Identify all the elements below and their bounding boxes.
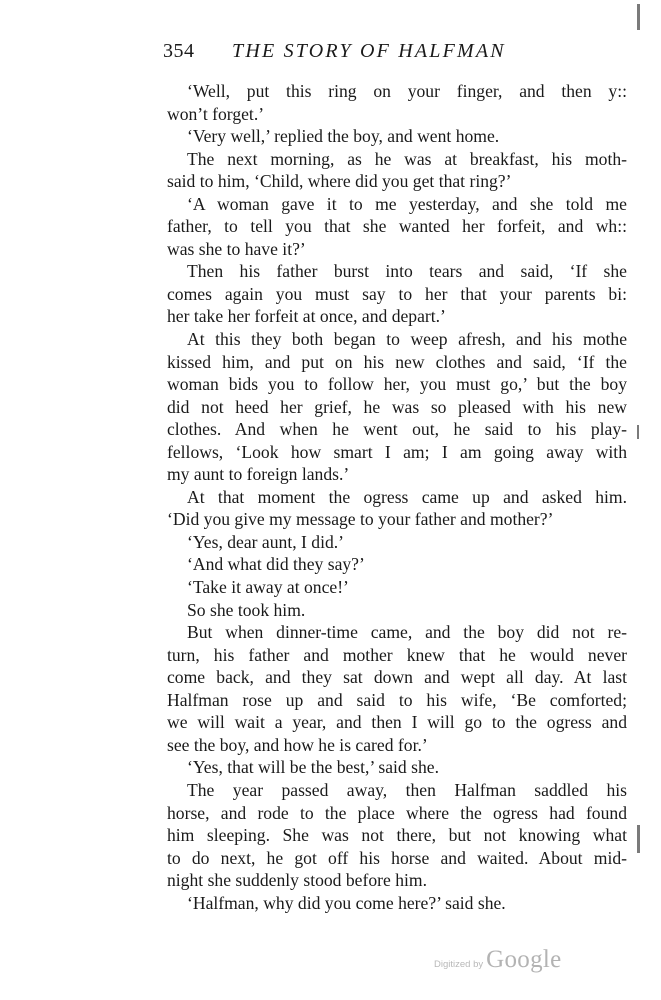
text-line: ‘Yes, that will be the best,’ said she. <box>187 757 439 778</box>
text-line: comes again you must say to her that your parents bi: <box>167 283 627 304</box>
text-line: clothes. And when he went out, he said to his play- <box>167 419 627 440</box>
text-line: said to him, ‘Child, where did you get that ring?’ <box>167 171 512 192</box>
page-number: 354 <box>163 40 195 62</box>
text-line: ‘And what did they say?’ <box>187 554 365 575</box>
text-line: horse, and rode to the place where the ogress had found <box>167 802 627 823</box>
scan-edge-mark <box>637 4 640 30</box>
text-line: The year passed away, then Halfman saddled his <box>187 779 627 800</box>
running-title: THE STORY OF HALFMAN <box>232 40 506 62</box>
text-line: turn, his father and mother knew that he would never <box>167 644 627 665</box>
text-line: father, to tell you that she wanted her forfeit, and wh:: <box>167 216 627 237</box>
text-line: At that moment the ogress came up and asked him. <box>187 486 627 507</box>
text-line: was she to have it?’ <box>167 238 306 259</box>
text-line: ‘Very well,’ replied the boy, and went home. <box>187 126 500 147</box>
text-line: won’t forget.’ <box>167 103 265 124</box>
text-line: ‘Take it away at once!’ <box>187 577 349 598</box>
digitized-by-watermark <box>434 946 562 974</box>
text-line: fellows, ‘Look how smart I am; I am going away with <box>167 441 627 462</box>
text-line: see the boy, and how he is cared for.’ <box>167 734 428 755</box>
google-logo: Google <box>486 946 562 973</box>
text-line: The next morning, as he was at breakfast, his moth- <box>187 148 627 169</box>
page-body-text <box>167 80 627 914</box>
text-line: come back, and they sat down and wept all day. At last <box>167 667 627 688</box>
text-line: we will wait a year, and then I will go to the ogress and <box>167 712 627 733</box>
text-line: Then his father burst into tears and said, ‘If she <box>187 261 627 282</box>
text-line: ‘Well, put this ring on your finger, and then y:: <box>187 81 627 101</box>
text-line: At this they both began to weep afresh, and his mothe <box>187 329 627 350</box>
text-line: ‘Yes, dear aunt, I did.’ <box>187 531 345 552</box>
text-line: But when dinner-time came, and the boy did not re- <box>187 622 627 643</box>
scan-edge-mark <box>637 825 640 853</box>
text-line: her take her forfeit at once, and depart.’ <box>167 306 446 327</box>
text-line: did not heed her grief, he was so pleased with his new <box>167 396 627 417</box>
text-line: kissed him, and put on his new clothes and said, ‘If the <box>167 351 627 372</box>
text-line: my aunt to foreign lands.’ <box>167 464 350 485</box>
text-line: Halfman rose up and said to his wife, ‘Be comforted; <box>167 689 627 710</box>
watermark-prefix: Digitized by <box>434 959 484 970</box>
text-line: him sleeping. She was not there, but not knowing what <box>167 825 627 846</box>
text-line: night she suddenly stood before him. <box>167 870 427 891</box>
text-line: ‘Halfman, why did you come here?’ said she. <box>187 892 506 913</box>
text-line: to do next, he got off his horse and waited. About mid- <box>167 847 627 868</box>
text-line: So she took him. <box>187 599 306 620</box>
text-line: woman bids you to follow her, you must go,’ but the boy <box>167 374 627 395</box>
scan-edge-mark <box>637 425 639 439</box>
text-line: ‘Did you give my message to your father and mother?’ <box>167 509 554 530</box>
text-line: ‘A woman gave it to me yesterday, and she told me <box>187 193 627 214</box>
